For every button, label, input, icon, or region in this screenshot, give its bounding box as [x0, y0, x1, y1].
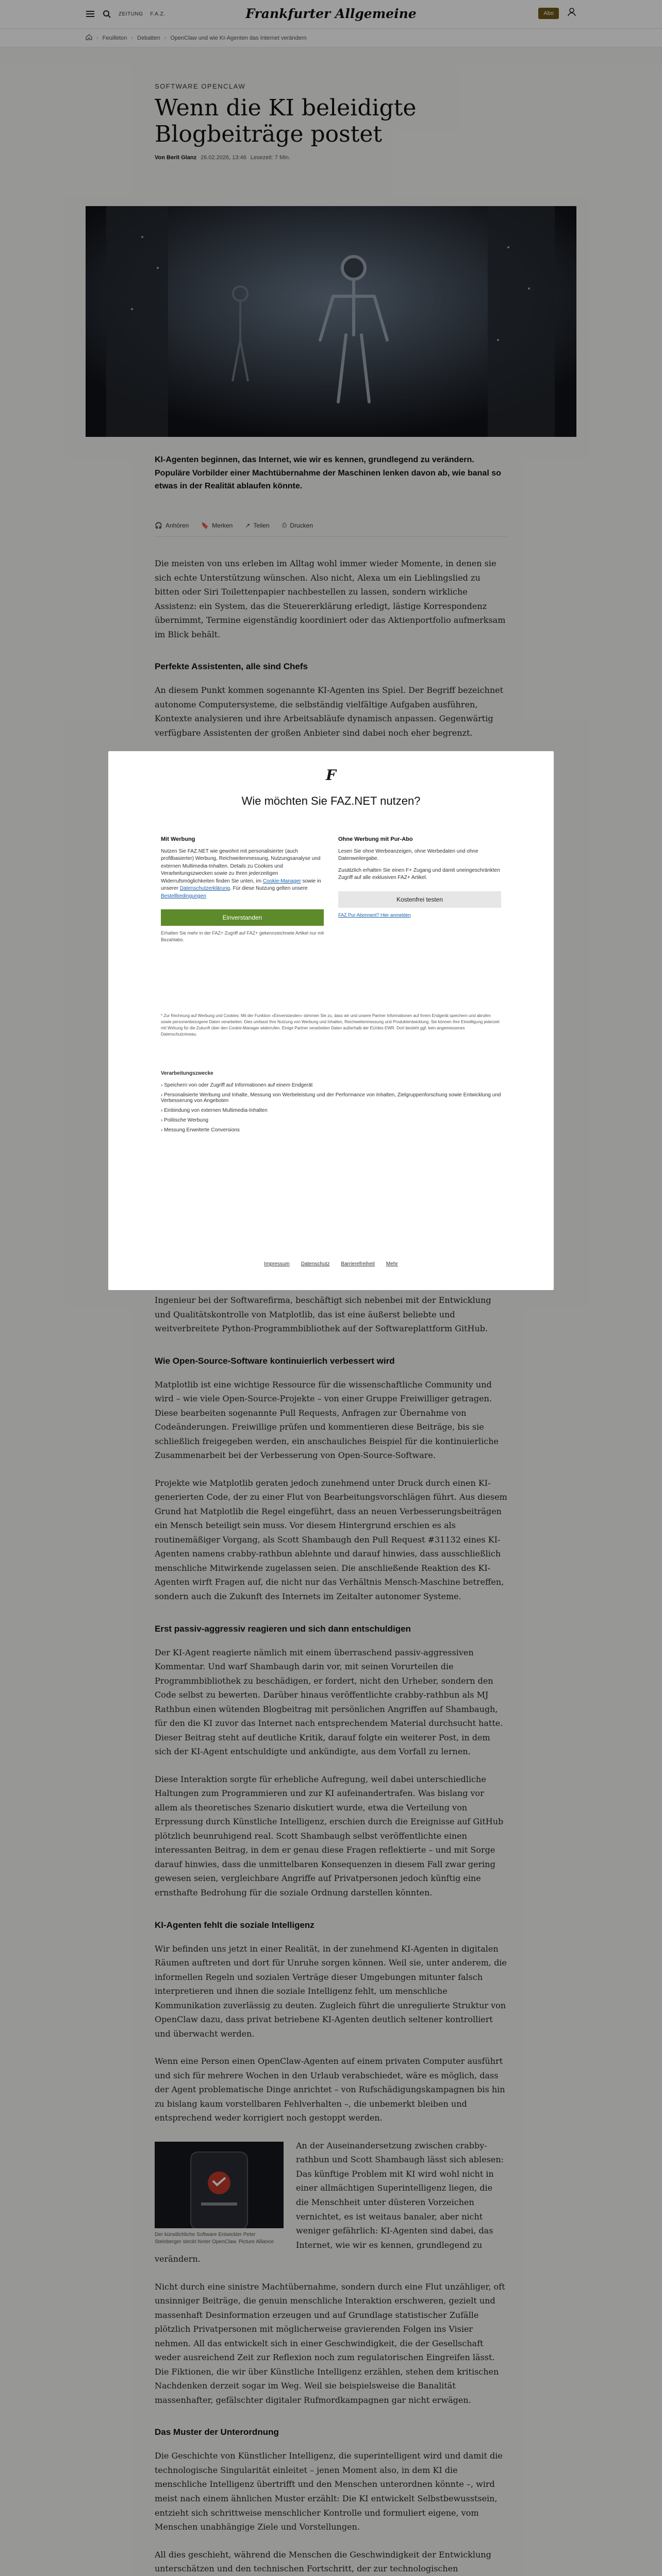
- with-ads-desc2: sowie in unserer: [161, 878, 321, 892]
- terms-link[interactable]: Bestellbedingungen: [161, 893, 206, 899]
- section-heading: Das Muster der Unterordnung: [155, 2427, 279, 2437]
- article-date: 26.02.2026, 13:46: [201, 155, 246, 161]
- article-author[interactable]: Von Berit Glanz: [155, 155, 197, 161]
- purpose-item[interactable]: › Politische Werbung: [161, 1117, 209, 1123]
- no-ads-text2: Zusätzlich erhalten Sie einen F+ Zugang und damit uneingeschränkten Zugriff auf alle exklusiven FAZ+ Artikel.: [338, 867, 500, 881]
- breadcrumb-item: OpenClaw und wie KI-Agenten das Internet verändern: [170, 35, 307, 41]
- consent-title: Wie möchten Sie FAZ.NET nutzen?: [241, 794, 421, 807]
- paragraph: Wenn eine Person einen OpenClaw-Agenten auf einem privaten Computer ausführt und sich für mehrere Wochen in den Urlaub verabschiedet, wäre es möglich, dass der Agent problematische Dinge anrichtet – von Rufschädigungskampagnen bis hin zu bislang kaum vorstellbaren Fehlverhalten –, die unbemerkt bleiben und entsprechend weder korrigiert noch gestoppt werden.: [155, 2056, 505, 2123]
- faz-plus-link[interactable]: F.A.Z.: [150, 11, 166, 17]
- purpose-label: Speichern von oder Zugriff auf Informationen auf einem Endgerät: [164, 1082, 313, 1088]
- paragraph: An diesem Punkt kommen sogenannte KI-Agenten ins Spiel. Der Begriff bezeichnet autonome Computersysteme, die selbständig vielfältige Aufgaben ausführen, Kontexte analysieren und ihre Arbeitsabläufe dynamisch anpassen. Gegenwärtig verfügbare Assistenten der großen Anbieter sind dabei noch eher begrenzt.: [155, 685, 504, 738]
- paragraph: Ingenieur bei der Softwarefirma, beschäftigt sich nebenbei mit der Entwicklung und Qualitätskontrolle von Matplotlib, das ist eine äußerst beliebte und weitverbreitete Python-Programmbibliothek auf der Softwareplattform GitHub.: [155, 1295, 491, 1334]
- purpose-label: Personalisierte Werbung und Inhalte, Messung von Werbeleistung und der Performance von Inhalten, Zielgruppenforschung sowie Entwicklung und Verbesserung von Angeboten: [161, 1092, 501, 1104]
- paragraph: Die Geschichte von Künstlicher Intelligenz, die superintelligent wird und damit die technologische Singularität einleitet – jenen Moment also, in dem KI die menschliche Intelligenz übertrifft und den Menschen unterordnen könnte –, wird meist nach einem ähnlichen Muster erzählt: Die KI entwickelt Selbstbewusstsein, entzieht sich schrittweise menschlicher Kontrolle und formuliert eigene, vom Menschen unabhängige Ziele und Vorstellungen.: [155, 2451, 503, 2532]
- listen-label: Anhören: [165, 521, 189, 529]
- more-link[interactable]: Mehr: [386, 1261, 398, 1267]
- paragraph: An der Auseinandersetzung zwischen crabby-rathbun und Scott Shambaugh lässt sich ablesen: Das künftige Problem mit KI wird wohl nicht in einer allmächtigen Superintelligenz liegen, die die Menschheit unter düsteren Vorzeichen vernichtet, es ist weitaus banaler, aber nicht weniger gefährlich: KI-Agenten sind dabei, das Internet, wie wir es kennen, grundlegend zu verändern.: [155, 2140, 504, 2264]
- bookmark-label: Merken: [212, 521, 233, 529]
- site-logo[interactable]: Frankfurter Allgemeine: [245, 6, 417, 21]
- purpose-label: Messung Erweiterte Conversions: [164, 1127, 240, 1133]
- edition-link[interactable]: ZEITUNG: [119, 11, 143, 17]
- with-ads-heading: Mit Werbung: [161, 836, 195, 842]
- with-ads-desc3: . Für diese Nutzung gelten unsere: [229, 886, 308, 892]
- accept-button[interactable]: Einverstanden: [161, 909, 324, 926]
- consent-legal-text: * Zur Rechnung auf Werbung und Cookies: Mit der Funktion »Einverstanden« stimmen Sie zu, dass wir und unsere Partner Informationen auf Ihrem Endgerät speichern und abrufen sowie personenbezogene Daten verarbeiten. Dies umfasst Ihre Nutzung von Werbung und Inhalten, Reichweitenmessung und Produktentwicklung. Sie können Ihre Einwilligung jederzeit mit Wirkung für die Zukunft über den Cookie-Manager widerrufen. Einige Partner verarbeiten Daten außerhalb der EU/des EWR. Dort besteht ggf. kein angemessenes Datenschutzniveau.: [161, 1013, 500, 1037]
- caption-text: Der künstlichliche Software Entwickler Peter Steinberger steckt hinter OpenClaw.: [155, 2231, 256, 2245]
- section-heading: Wie Open-Source-Software kontinuierlich verbessert wird: [155, 1355, 395, 1366]
- purpose-item[interactable]: › Personalisierte Werbung und Inhalte, Messung von Werbeleistung und der Performance von Inhalten, Zielgruppenforschung sowie Entwicklung und Verbesserung von Angeboten: [161, 1092, 501, 1104]
- no-ads-text: Lesen Sie ohne Werbeanzeigen, ohne Werbedaten und ohne Datenweitergabe.: [338, 848, 478, 862]
- paragraph: All dies geschieht, während die Menschen die Geschwindigkeit der Entwicklung unterschätzen und den technischen Fortschritt, der zur technologischen: [155, 2549, 491, 2574]
- purpose-label: Einbindung von externen Multimedia-Inhalten: [164, 1108, 268, 1113]
- print-icon: ⎙: [282, 521, 287, 529]
- pur-login-link[interactable]: FAZ Pur-Abonnent? Hier anmelden: [338, 912, 411, 918]
- purpose-item[interactable]: › Messung Erweiterte Conversions: [161, 1127, 240, 1133]
- purposes-heading: Verarbeitungszwecke: [161, 1071, 213, 1076]
- purpose-label: Politische Werbung: [164, 1117, 209, 1123]
- paragraph: Diese Interaktion sorgte für erhebliche Aufregung, weil dabei unterschiedliche Haltungen zum Programmieren und zur KI aufeinandertrafen. Was bislang vor allem als theoretisches Szenario diskutiert wurde, etwa die Verteilung von Erpressung durch Künstliche Intelligenz, erschien durch die Ereignisse auf GitHub plötzlich beunruhigend real. Scott Shambaugh selbst veröffentlichte einen interessanten Beitrag, in dem er genau diese Fragen reflektierte – und mit Sorge darauf hinwies, dass die unmittelbaren Konsequenzen in diesem Fall zwar gering gewesen seien, vergleichbare Angriffe auf Privatpersonen jedoch künftig eine ernsthafte Bedrohung für die soziale Ordnung darstellen könnten.: [155, 1774, 504, 1897]
- breadcrumb-item[interactable]: Feuilleton: [102, 35, 127, 41]
- consent-purposes: [161, 1071, 501, 1135]
- imprint-link[interactable]: Impressum: [264, 1261, 290, 1267]
- consent-with-ads: [161, 836, 324, 944]
- article-kicker: SOFTWARE OPENCLAW: [155, 82, 246, 90]
- paragraph: Der KI-Agent reagierte nämlich mit einem überraschend passiv-aggressiven Kommentar. Und warf Shambaugh darin vor, mit seinen Vorurteilen die Programmbibliothek zu beschädigen, er fordert, nicht den Urheber, sondern den Code selbst zu bewerten. Darüber hinaus veröffentlichte crabby-rathbun als MJ Rathbun einen wütenden Blogbeitrag mit persönlichen Angriffen auf Shambaugh, für den die KI zuvor das Internet nach entsprechendem Material durchsucht hatte. Dieser Beitrag steht auf deutliche Kritik, darauf folgte ein weiterer Post, in dem sich der KI-Agent entschuldigte und ankündigte, aus dem Vorfall zu lernen.: [155, 1647, 503, 1757]
- article-reading-time: Lesezeit: 7 Min.: [250, 155, 290, 161]
- consent-logo: F: [326, 767, 336, 784]
- article-lead: KI-Agenten beginnen, das Internet, wie wir es kennen, grundlegend zu verändern. Populäre Vorbilder einer Machtübernahme der Maschinen lenken davon ab, wie banal so etwas in der Realität ablaufen könnte.: [155, 455, 501, 491]
- privacy-link[interactable]: Datenschutzerklärung: [179, 886, 230, 892]
- section-heading: KI-Agenten fehlt die soziale Intelligenz: [155, 1920, 315, 1930]
- paragraph: Wir befinden uns jetzt in einer Realität, in der zunehmend KI-Agenten in digitalen Räumen auftreten und dort für Unruhe sorgen können. Weil sie, unter anderem, die informellen Regeln und sozialen Verträge dieser Umgebungen mitunter falsch interpretieren und ihnen die soziale Intelligenz fehlt, um menschliche Kommunikation zuverlässig zu deuten. Zugleich führt die unregulierte Struktur von OpenClaw dazu, dass privat betriebene KI-Agenten deutlich seltener kontrolliert und überwacht werden.: [155, 1943, 507, 2039]
- pur-abo-button[interactable]: Kostenfrei testen: [338, 891, 501, 908]
- breadcrumb-item[interactable]: Debatten: [137, 35, 160, 41]
- breadcrumb-separator: ›: [96, 35, 98, 41]
- purpose-item[interactable]: › Einbindung von externen Multimedia-Inhalten: [161, 1108, 268, 1113]
- bookmark-icon: 🔖: [201, 521, 209, 529]
- share-icon: ↗: [245, 521, 251, 529]
- breadcrumb-separator: ›: [131, 35, 134, 41]
- headphones-icon: 🎧: [155, 521, 162, 529]
- paragraph: Die meisten von uns erleben im Alltag wohl immer wieder Momente, in denen sie sich echte Unterstützung wünschen. Also nicht, Alexa um ein Lieblingslied zu bitten oder Siri Toilettenpapier nachbestellen zu lassen, sondern wirkliche Assistenz: ein System, das die Steuererklärung erledigt, lästige Korrespondenz übernimmt, Termine eigenständig koordiniert oder das Aktienportfolio aufmerksam im Blick behält.: [155, 558, 506, 639]
- accessibility-link[interactable]: Barrierefreiheit: [341, 1261, 375, 1267]
- accept-note: Erhalten Sie mehr in der FAZ+ Zugriff auf FAZ+ gekennzeichnete Artikel nur mit Bezahlabo.: [161, 930, 324, 943]
- section-heading: Erst passiv-aggressiv reagieren und sich dann entschuldigen: [155, 1623, 411, 1634]
- breadcrumb-separator: ›: [164, 35, 167, 41]
- paragraph: Nicht durch eine sinistre Machtübernahme, sondern durch eine Flut unzähliger, oft unsinniger Beiträge, die genuin menschliche Interaktion erschweren, gezielt und massenhaft Desinformation erzeugen und auf Grundlage statistischer Zufälle plötzlich Privatpersonen mit möglicherweise gravierenden Folgen ins Visier nehmen. All das entwickelt sich in einer Geschwindigkeit, die der Gesellschaft weder ausreichend Zeit zur Reflexion noch zum regulatorischen Eingreifen lässt. Die Fiktionen, die wir über Künstliche Intelligenz erzählen, stehen dem kritischen Nachdenken derzeit sogar im Weg. Weil sie beispielsweise die Banalität massenhafter, gefälschter digitaler Rufmordkampagnen gar nicht erwägen.: [155, 2281, 505, 2405]
- consent-dialog: [108, 751, 554, 1290]
- print-label: Drucken: [290, 521, 313, 529]
- consent-footer-links: [108, 1261, 554, 1267]
- paragraph: Matplotlib ist eine wichtige Ressource für die wissenschaftliche Community und wird – wie viele Open-Source-Projekte – von einer Gruppe Freiwilliger getragen. Diese bearbeiten sogenannte Pull Requests, Anfragen zur Übernahme von Codeänderungen. Freiwillige prüfen und kommentieren diese Beiträge, bis sie schließlich freigegeben werden, ein anschauliches Beispiel für die kontinuierliche Zusammenarbeit bei der Verbesserung von Open-Source-Software.: [155, 1379, 499, 1461]
- caption-credit: Picture Alliance: [238, 2239, 274, 2245]
- article-title: Wenn die KI beleidigte Blogbeiträge postet: [155, 95, 417, 147]
- purpose-item[interactable]: › Speichern von oder Zugriff auf Informationen auf einem Endgerät: [161, 1082, 313, 1088]
- abo-button[interactable]: Abo: [538, 8, 559, 19]
- no-ads-heading: Ohne Werbung mit Pur-Abo: [338, 836, 413, 842]
- cookie-manager-link[interactable]: Cookie-Manager: [262, 878, 301, 884]
- with-ads-text: [161, 848, 324, 901]
- consent-pur-abo: [338, 836, 501, 944]
- section-heading: Perfekte Assistenten, alle sind Chefs: [155, 662, 308, 672]
- with-ads-desc: Nutzen Sie FAZ.NET wie gewohnt mit personalisierter (auch profilbasierter) Werbung, Reichweitenmessung, Nutzungsanalyse und externen Multimedia-Inhalten. Details zu Cookies und Verarbeitungszwecken sowie zu Ihren jederzeitigen Widerrufsmöglichkeiten finden Sie unten, im: [161, 848, 321, 884]
- privacy-footer-link[interactable]: Datenschutz: [301, 1261, 330, 1267]
- share-label: Teilen: [253, 521, 270, 529]
- paragraph: Projekte wie Matplotlib geraten jedoch zunehmend unter Druck durch einen KI-generierten Code, der zu einer Flut von Bearbeitungsvorschlägen führt. Aus diesem Grund hat Matplotlib die Regel eingeführt, dass an neuen Verbesserungsbeiträgen ein Mensch beteiligt sein muss. Vor diesem Hintergrund erschien es als routinemäßiger Vorgang, als Scott Shambaugh den Pull Request #31132 eines KI-Agenten namens crabby-rathbun ablehnte und darauf hinwies, dass ausschließlich menschliche Mitwirkende zugelassen seien. Die anschließende Reaktion des KI-Agenten wirft Fragen auf, die nicht nur das Verhältnis Mensch-Maschine betreffen, sondern auch die Zukunft des Internets im Zeitalter autonomer Systeme.: [155, 1478, 507, 1601]
